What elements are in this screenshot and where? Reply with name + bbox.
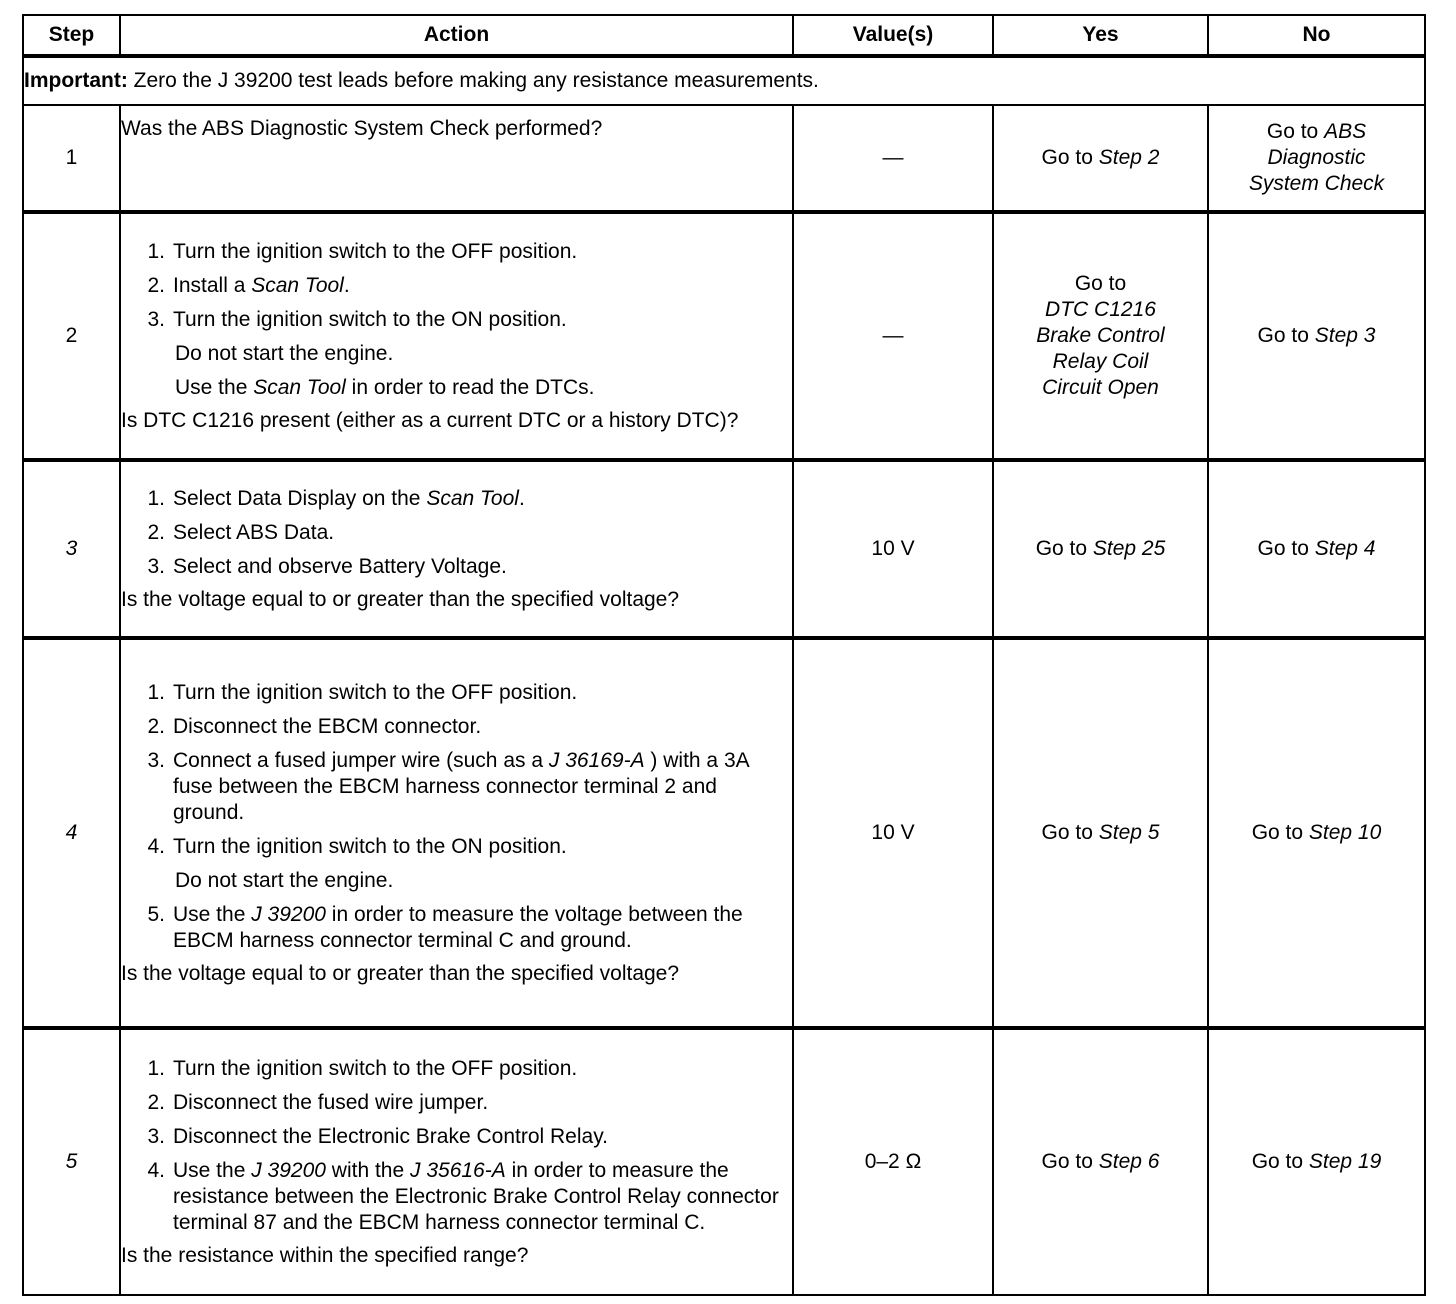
step-number: 5 — [23, 1028, 120, 1295]
no-link[interactable]: Step 3 — [1314, 324, 1376, 347]
action-cell — [120, 105, 793, 212]
yes-link[interactable]: Step 5 — [1098, 821, 1160, 844]
yes-link[interactable]: Step 6 — [1098, 1150, 1160, 1173]
value-cell — [793, 105, 993, 212]
yes-prefix: Go to — [1041, 146, 1099, 169]
action-cell — [120, 460, 793, 638]
yes-cell — [993, 638, 1208, 1028]
no-link[interactable]: Step 4 — [1314, 537, 1376, 560]
value-cell — [793, 1028, 993, 1295]
no-prefix: Go to — [1257, 537, 1315, 560]
header-step: Step — [23, 15, 120, 56]
yes-prefix: Go to — [1035, 537, 1093, 560]
yes-cell — [993, 1028, 1208, 1295]
action-item: 4. Turn the ignition switch to the ON position. — [147, 835, 567, 858]
no-cell — [1208, 212, 1425, 460]
step-number: 2 — [23, 212, 120, 460]
action-continuation: Use the Scan Tool in order to read the DTCs. — [175, 376, 595, 399]
value-text: 0–2 Ω — [864, 1150, 922, 1173]
important-text: Zero the J 39200 test leads before making any resistance measurements. — [127, 69, 819, 92]
value-text: — — [882, 146, 904, 169]
table-row — [23, 460, 1425, 638]
no-link[interactable]: Step 10 — [1308, 821, 1382, 844]
action-item: 3. Connect a fused jumper wire (such as a J 36169-A ) with a 3A fuse between the EBCM harness connector terminal 2 and ground. — [147, 749, 749, 824]
action-question: Is the voltage equal to or greater than the specified voltage? — [121, 588, 680, 611]
no-link-line3[interactable]: System Check — [1248, 172, 1385, 195]
value-cell — [793, 212, 993, 460]
yes-prefix: Go to — [1074, 272, 1127, 295]
table-row — [23, 638, 1425, 1028]
yes-link-line4[interactable]: Circuit Open — [1042, 376, 1159, 399]
no-link[interactable]: Step 19 — [1308, 1150, 1382, 1173]
header-no: No — [1208, 15, 1425, 56]
action-item: 3. Select and observe Battery Voltage. — [147, 555, 507, 578]
no-cell — [1208, 1028, 1425, 1295]
yes-link-line3[interactable]: Relay Coil — [1052, 350, 1149, 373]
action-continuation: Do not start the engine. — [175, 342, 394, 365]
yes-link[interactable]: Step 2 — [1098, 146, 1160, 169]
step-number: 1 — [23, 105, 120, 212]
action-item: 4. Use the J 39200 with the J 35616-A in order to measure the resistance between the Electronic Brake Control Relay connector terminal 87 and the EBCM harness connector terminal C. — [147, 1159, 779, 1234]
action-question: Was the ABS Diagnostic System Check performed? — [121, 117, 603, 140]
action-item: 1. Turn the ignition switch to the OFF position. — [147, 1057, 578, 1080]
table-row — [23, 1028, 1425, 1295]
value-cell — [793, 638, 993, 1028]
action-cell — [120, 638, 793, 1028]
action-item: 3. Turn the ignition switch to the ON position. — [147, 308, 567, 331]
action-item: 3. Disconnect the Electronic Brake Control Relay. — [147, 1125, 608, 1148]
action-item: 1. Select Data Display on the Scan Tool. — [147, 487, 525, 510]
yes-prefix: Go to — [1041, 821, 1099, 844]
action-cell — [120, 212, 793, 460]
no-cell — [1208, 460, 1425, 638]
action-cell — [120, 1028, 793, 1295]
value-text: 10 V — [871, 821, 915, 844]
important-label: Important: — [24, 69, 128, 92]
action-item: 2. Disconnect the fused wire jumper. — [147, 1091, 489, 1114]
important-note — [23, 56, 1425, 105]
value-cell — [793, 460, 993, 638]
yes-cell — [993, 460, 1208, 638]
diagnostic-table — [22, 14, 1426, 1296]
no-cell — [1208, 105, 1425, 212]
value-text: — — [882, 324, 904, 347]
yes-link[interactable]: Step 25 — [1092, 537, 1166, 560]
action-question: Is the voltage equal to or greater than the specified voltage? — [121, 962, 680, 985]
header-action: Action — [120, 15, 793, 56]
yes-link-line2[interactable]: Brake Control — [1036, 324, 1165, 347]
no-prefix: Go to — [1266, 120, 1325, 143]
yes-cell — [993, 212, 1208, 460]
header-values: Value(s) — [793, 15, 993, 56]
value-text: 10 V — [871, 537, 915, 560]
yes-cell — [993, 105, 1208, 212]
action-item: 1. Turn the ignition switch to the OFF position. — [147, 681, 578, 704]
no-cell — [1208, 638, 1425, 1028]
step-number: 4 — [23, 638, 120, 1028]
action-question: Is DTC C1216 present (either as a current DTC or a history DTC)? — [121, 409, 739, 432]
action-item: 1. Turn the ignition switch to the OFF position. — [147, 240, 578, 263]
no-prefix: Go to — [1257, 324, 1315, 347]
action-item: 5. Use the J 39200 in order to measure the voltage between the EBCM harness connector terminal C and ground. — [147, 903, 743, 952]
action-continuation: Do not start the engine. — [175, 869, 394, 892]
yes-link-line1[interactable]: DTC C1216 — [1045, 298, 1156, 321]
action-item: 2. Disconnect the EBCM connector. — [147, 715, 482, 738]
table-row — [23, 212, 1425, 460]
no-prefix: Go to — [1251, 821, 1309, 844]
step-number: 3 — [23, 460, 120, 638]
action-item: 2. Select ABS Data. — [147, 521, 335, 544]
header-yes: Yes — [993, 15, 1208, 56]
important-row — [23, 56, 1425, 105]
action-question: Is the resistance within the specified range? — [121, 1244, 529, 1267]
no-link-line1[interactable]: ABS — [1324, 120, 1367, 143]
no-link-line2[interactable]: Diagnostic — [1267, 146, 1366, 169]
action-item: 2. Install a Scan Tool. — [147, 274, 350, 297]
table-row — [23, 105, 1425, 212]
header-row — [23, 15, 1425, 56]
yes-prefix: Go to — [1041, 1150, 1099, 1173]
no-prefix: Go to — [1251, 1150, 1309, 1173]
